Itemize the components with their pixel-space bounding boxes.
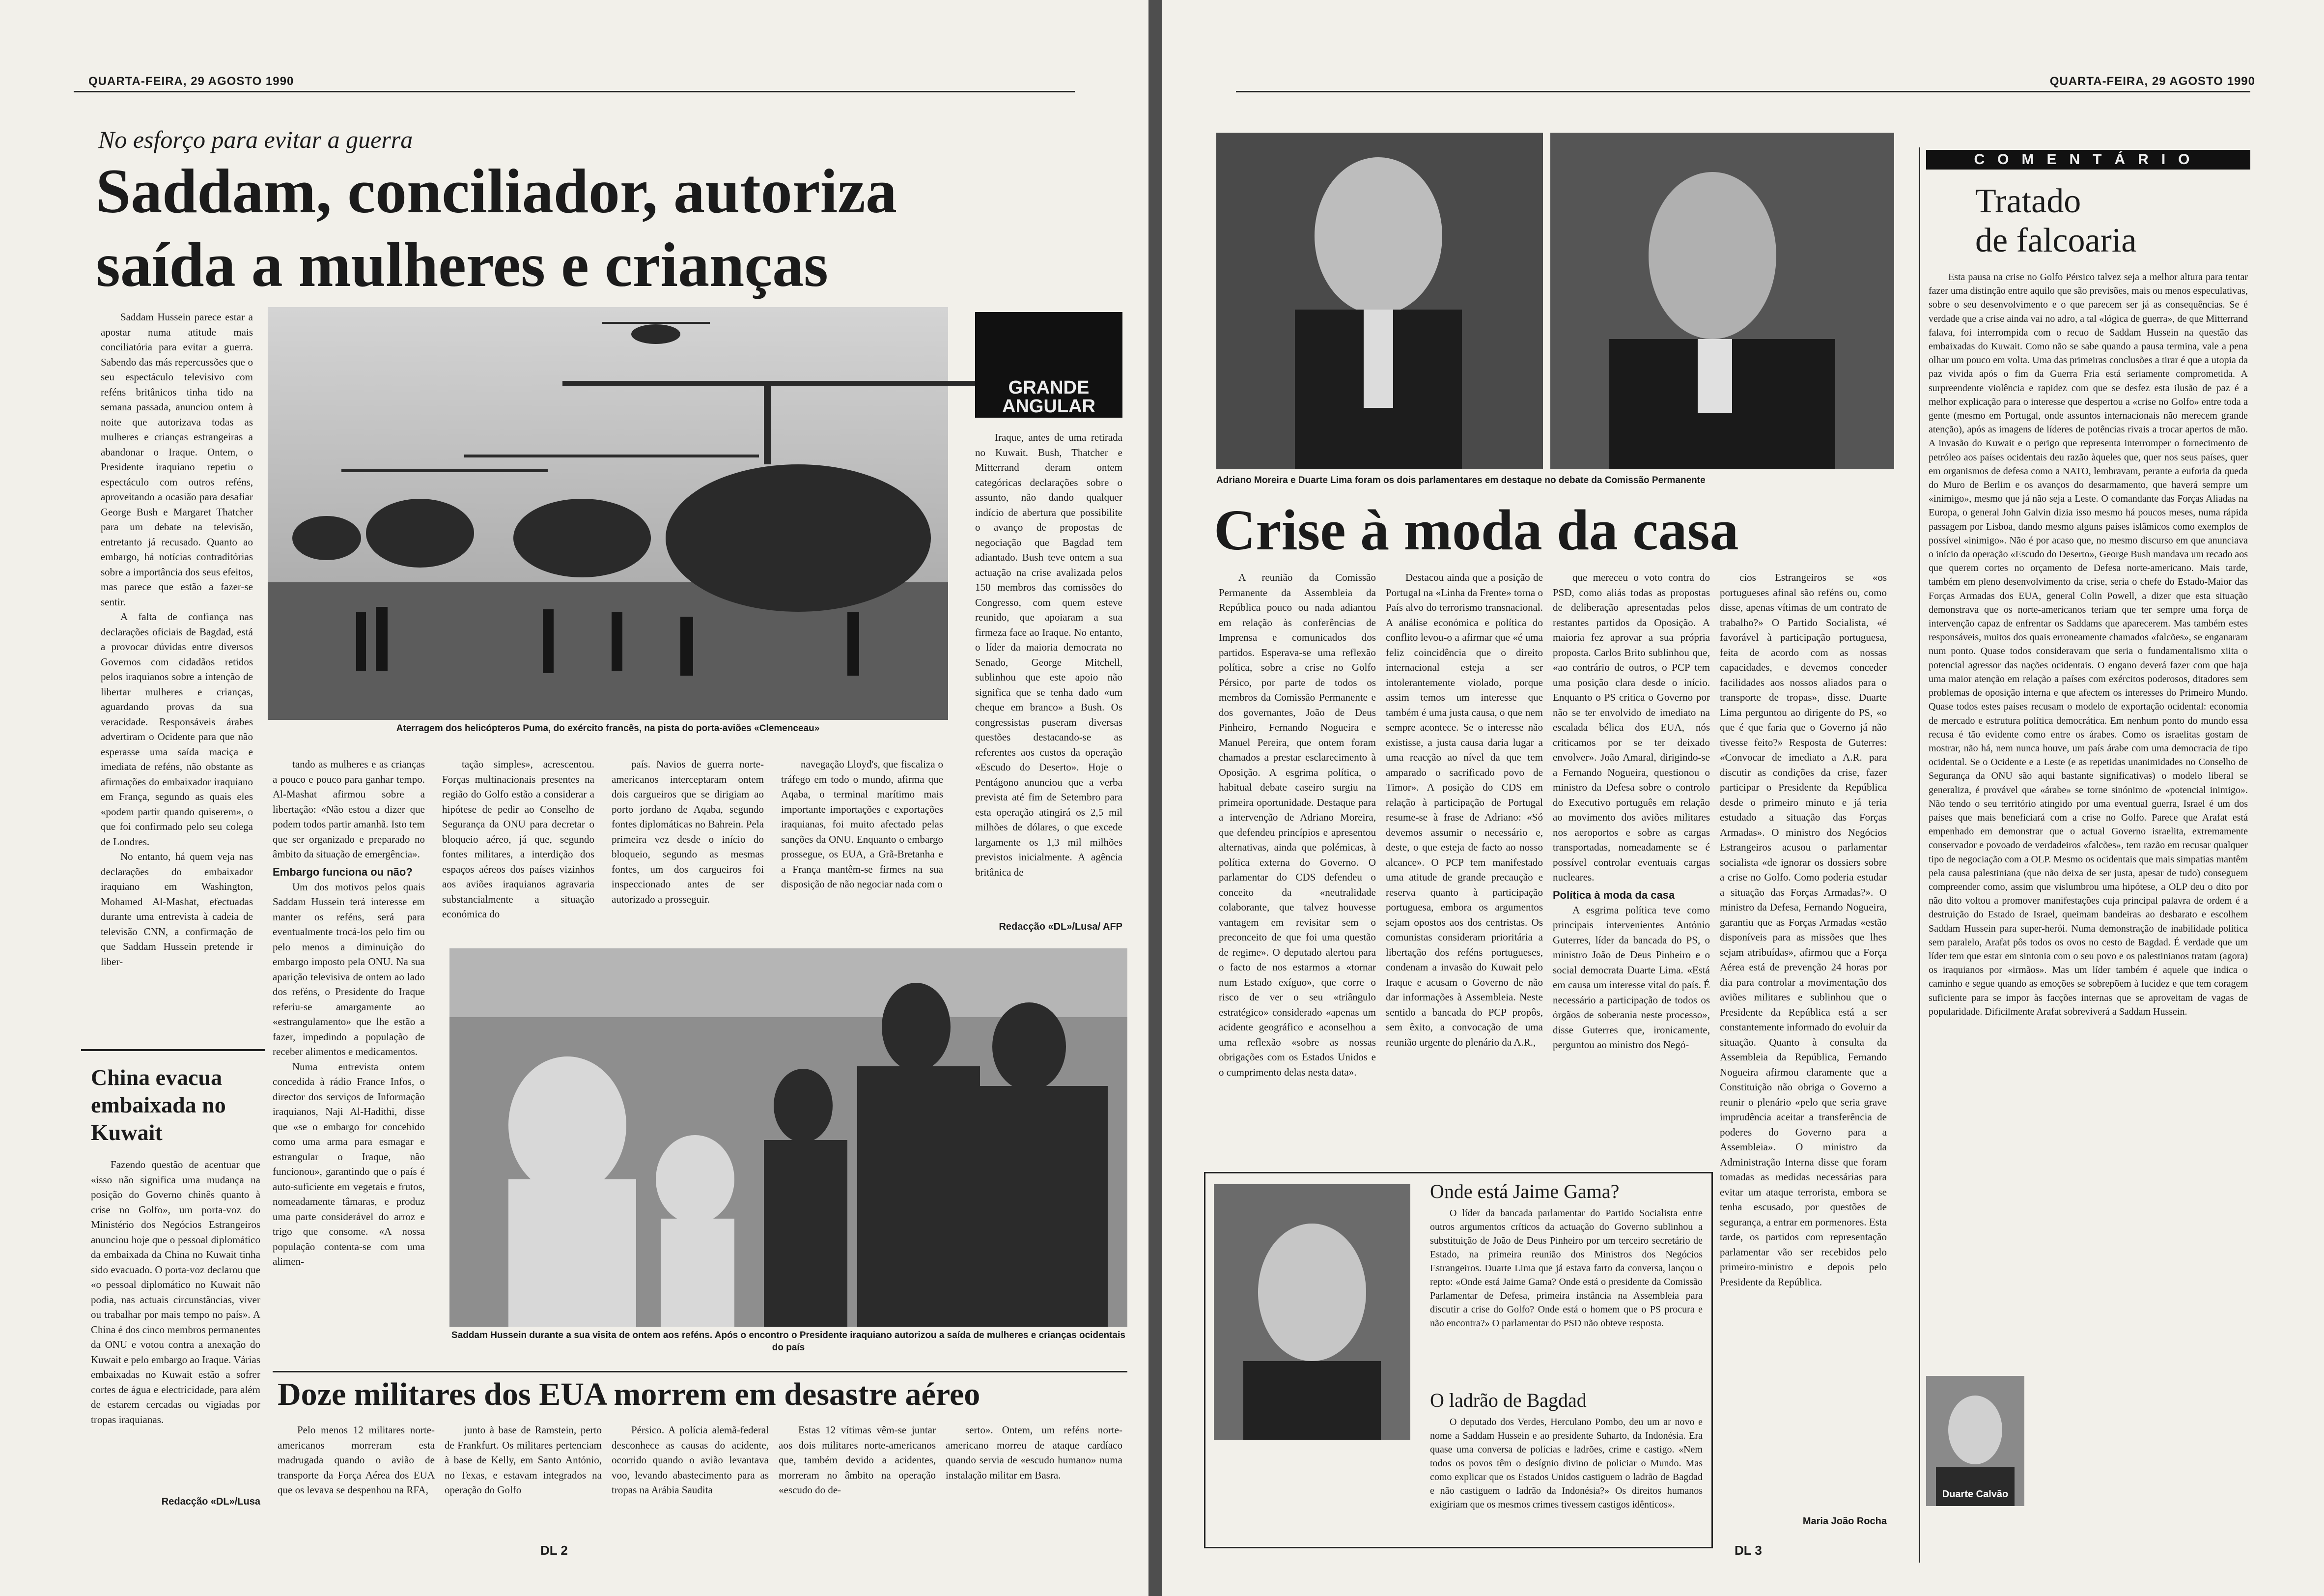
main-col1-p1: Saddam Hussein parece estar a apostar numa atitude mais conciliatória para evitar a guerra. Sabendo das más repercussões que o seu espectáculo televisivo com reféns britânicos tinha tido na semana passada, anunciou ontem à noite que autorizava todas as mulheres e crianças estrangeiras a abandonar o Iraque. Ontem, o Presidente iraquiano repetiu o espectáculo com outros reféns, aproveitando a ocasião para desafiar George Bush e Margaret Thatcher para um debate na televisão, entretanto já recusado. Quanto ao embargo, há notícias contraditórias sobre a importância dos seus efeitos, mas parece que estão a fazer-se sentir. [101,311,253,608]
crise-col-3 [1553,570,1710,1155]
crash-col2-text: junto à base de Ramstein, perto de Frankfurt. Os militares pertenciam à base de Kelly, em Santo António, no Texas, e estavam integrados na operação do Golfo [445,1424,602,1496]
jaime-gama-photo [1214,1184,1410,1440]
crise-col4-text: cios Estrangeiros se «os portugueses afinal são reféns ou, como disse, apenas vítimas de um contrato de trabalho?» O Partido Socialista, «é favorável à participação portuguesa, feita de acordo com as nossas capacidades, e devemos conceder facilidades aos nossos aliados para o transporte de tropas», disse. Duarte Lima perguntou ao dirigente do PS, «o que é que faria que o Governo já não tivesse feito?» Resposta de Guterres: «Convocar de imediato a A.R. para discutir as condições da crise, fazer participar o Presidente da República desde o primeiro minuto e já teria estudado a situação das Forças Armadas». O ministro dos Negócios Estrangeiros acusou o parlamentar socialista «de ignorar os dossiers sobre a crise no Golfo. Como poderia estudar a situação das Forças Armadas?». O ministro da Defesa, Fernando Nogueira, garantiu que as Forças Armadas «estão disponíveis para as missões que lhes sejam atribuídas», afirmou que a Força Aérea está de prevenção 24 horas por dia para controlar a movimentação dos aviões militares e sublinhou que o Presidente da República está a ser constantemente informado do evoluir da situação. Quanto à consulta da Assembleia da República, Fernando Nogueira afirmou claramente que a Constituição não obriga o Governo a reunir o plenário «pelo que seria grave imprudência aceitar a transferência de poderes do Governo para a Assembleia». O ministro da Administração Interna disse que foram tomadas as medidas necessárias para evitar um ataque terrorista, embora se tenha escusado, por questões de segurança, a entrar em pormenores. Esta tarde, os partidos com representação parlamentar vão ser recebidos pelo primeiro-ministro e depois pelo Presidente da República. [1720,571,1887,1288]
crise-col3-text: que mereceu o voto contra do PSD, como aliás todas as propostas de deliberação apresentadas pelos restantes partidos da Oposição. A maioria fez aprovar a sua própria proposta. Carlos Brito sublinhou que, «ao contrário de outros, o PCP tem uma posição clara desde o início. Enquanto o PS critica o Governo por não se ter envolvido de imediato na escalada bélica dos EUA, nós criticamos por se ter deixado envolver». João Amaral, dirigindo-se a Fernando Nogueira, questionou o ministro da Defesa sobre o controlo do Executivo português em relação ao movimento dos aviões militares nos aeroportos e sobre as cargas transportadas, nomeadamente se é possível controlar eventuais cargas nucleares. [1553,571,1710,883]
main-col2-p3: Numa entrevista ontem concedida à rádio France Infos, o director dos serviços de Informação iraquianos, Naji Al-Hadithi, disse que «se o embargo for concebido como uma arma para esmagar e estrangular o Iraque, não funcionou», garantindo que o país é auto-suficiente em vegetais e frutos, nomeadamente tâmaras, e produz uma parte considerável do arroz e trigo que consome. «A nossa população contenta-se com uma alimen- [273,1060,425,1267]
helicopter-photo-caption: Aterragem dos helicópteros Puma, do exército francês, na pista do porta-aviões «Clemenceau» [396,723,820,734]
embargo-subhead: Embargo funciona ou não? [273,865,413,878]
left-date: QUARTA-FEIRA, 29 AGOSTO 1990 [88,75,294,88]
author-name: Duarte Calvão [1942,1489,2009,1500]
main-col1-p2: A falta de confiança nas declarações oficiais de Bagdad, está a provocar dúvidas entre diversos Governos com cidadãos retidos pelos iraquianos sobre a intenção de libertar mulheres e crianças, aguardando provas da sua veracidade. Responsáveis árabes advertiram o Ocidente para que não esperasse uma saída maciça e imediata de reféns, não obstante as afirmações do embaixador iraquiano em França, segundo as quais eles «podem partir quando quiserem», o que foi confirmado pelo seu colega de Londres. [101,611,253,848]
gama-body [1430,1206,1703,1383]
china-credit: Redacção «DL»/Lusa [161,1496,260,1507]
saddam-photo-caption: Saddam Hussein durante a sua visita de ontem aos reféns. Após o encontro o Presidente iraquiano autorizou a saída de mulheres e crianças ocidentais do país [451,1330,1125,1353]
crash-col-1 [278,1423,435,1536]
adriano-moreira-photo [1216,133,1543,469]
crise-col3-p2: A esgrima política teve como principais intervenientes António Guterres, líder da bancada do PS, o ministro João de Deus Pinheiro e o social democrata Duarte Lima. «Está em causa um interesse vital do país. É necessário a participação de todos os órgãos de soberania neste processo», disse Guterres que, ironicamente, perguntou ao ministro dos Negó- [1553,904,1710,1051]
gama-title: Onde está Jaime Gama? [1430,1180,1620,1202]
crash-col-3 [612,1423,769,1536]
saddam-photo [449,948,1127,1327]
main-col2-p2: Um dos motivos pelos quais Saddam Hussein terá interesse em manter os reféns, será para eventualmente trocá-los pelo fim ou pelo menos a diminuição do embargo imposto pela ONU. Na sua aparição televisiva de ontem ao lado dos reféns, o Presidente do Iraque referiu-se amargamente ao «estrangulamento» que lhe estão a fazer, impedindo a população de receber alimentos e medicamentos. [273,881,425,1057]
crash-col5-text: serto». Ontem, um reféns norte-americano morreu de ataque cardíaco quando servia de «escudo humano» numa instalação militar em Basra. [946,1424,1122,1481]
crash-title: Doze militares dos EUA morrem em desastre aéreo [278,1376,980,1412]
right-page [1162,0,2324,1596]
main-col2-p1: tando as mulheres e as crianças a pouco e pouco para ganhar tempo. Al-Mashat afirmou sobre a libertação: «Não estou a dizer que podem todos partir amanhã. Isto tem que ser organizado e preparado no âmbito da situação de emergência». [273,758,425,860]
top-photo-caption: Adriano Moreira e Duarte Lima foram os dois parlamentares em destaque no debate da Comissão Permanente [1216,475,1706,485]
main-col3-text: tação simples», acrescentou. Forças multinacionais presentes na região do Golfo estão a considerar a hipótese de pedir ao Conselho de Segurança da ONU para decretar o bloqueio aéreo, já que, segundo fontes militares, a interdição dos espaços aéreos dos países vizinhos aos aviões iraquianos agravaria substancialmente a situação económica do [442,758,594,920]
bagdad-body [1430,1415,1703,1538]
main-col-6 [975,430,1122,921]
comment-title-line1: Tratado [1975,182,2081,220]
author-photo [1926,1376,2024,1506]
left-header-rule [74,91,1075,92]
author-illustration [1926,1376,2024,1506]
crise-col2-text: Destacou ainda que a posição de Portugal na «Linha da Frente» torna o País alvo do terrorismo transnacional. A análise económica e política do conflito levou-o a afirmar que «é uma feliz coincidência que o direito internacional esteja a ser intolerantemente violado, porque assim temos um interesse que também é uma justa causa, o que nem sempre acontece. Se o interesse não existisse, a justa causa daria lugar a uma reacção ao nível da que tem amparado o sacrificado povo de Timor». A posição do CDS em relação à participação de Portugal resume-se à frase de Adriano: «Só devemos assumir o necessário e, deste, o que esteja de facto ao nosso alcance». O PCP tem manifestado uma atitude de grande precaução e reserva quanto à participação portuguesa, embora os argumentos sejam opostos aos dos centristas. Os comunistas consideram prioritária a libertação dos reféns portugueses, condenam a invasão do Kuwait pelo Iraque e acusam o Governo de não dar informações à Assembleia. Neste sentido a bancada do PCP propôs, sem êxito, a convocação de uma reunião urgente do plenário da A.R., [1386,571,1543,1048]
bagdad-text: O deputado dos Verdes, Herculano Pombo, deu um ar novo e nome a Saddam Hussein e ao presidente Suharto, da Indonésia. Era quase uma conversa de polícias e ladrões, crime e castigo. «Nem todos os povos têm o desígnio divino de policiar o Mundo. Mas como explicar que os Estados Unidos castiguem o ladrão de Bagdad e não castiguem o ladrão da Indonésia?» Os direitos humanos exigiriam que os mesmos crimes tivessem castigos idênticos». [1430,1417,1703,1510]
main-col1-p3: No entanto, há quem veja nas declarações do embaixador iraquiano em Washington, Mohamed Al-Mashat, efectuadas durante uma entrevista à cadeia de televisão CNN, a confirmação de que Saddam Hussein pretende ir liber- [101,851,253,968]
crise-credit: Maria João Rocha [1802,1516,1887,1527]
left-folio: DL 2 [540,1543,568,1558]
main-col-5 [781,757,943,939]
main-col-3 [442,757,594,939]
main-col4-text: país. Navios de guerra norte-americanos interceptaram ontem dois cargueiros que se dirigiam ao porto jordano de Aqaba, segundo fontes diplomáticas no Bahrein. Pela primeira vez desde o início do bloqueio, segundo as mesmas fontes, um dos cargueiros foi inspeccionado antes de ser autorizado a prosseguir. [612,758,764,905]
crash-rule [273,1371,1127,1372]
china-body [91,1157,260,1491]
crash-col-4 [779,1423,936,1536]
main-col-2 [273,757,425,1267]
right-headline: Crise à moda da casa [1214,498,1739,562]
left-page [0,0,1148,1596]
duarte-lima-illustration [1550,133,1894,469]
comment-text: Esta pausa na crise no Golfo Pérsico talvez seja a melhor altura para tentar fazer uma distinção entre aquilo que são previsões, mais ou menos especulativas, sobre o seu desenvolvimento e o que parecem ser já as consequências. Se é verdade que a crise ainda vai no adro, a tal «lógica de guerra», de que Mitterrand falava, foi interrompida com o recuo de Saddam Hussein na questão das embaixadas do Kuwait. Como não se sabe quando a pausa termina, vale a pena olhar um pouco em volta. Uma das primeiras conclusões a tirar é que a utopia da paz vivida após o fim da Guerra Fria está seriamente comprometida. A surpreendente violência e rapidez com que se desfez esta ilusão de paz é a melhor explicação para o interesse que despertou a «crise no Golfo» entre toda a gente (mesmo em Portugal, onde assuntos internacionais não merecem grande atenção), após as imagens de líderes de potências rivais a trocar apertos de mão. A invasão do Kuwait e o perigo que representa interromper o fornecimento de petróleo aos países ocidentais deu razão àqueles que, quer nos seus países, quer em organismos de defesa como a NATO, lembravam, perante a euforia da queda do Muro de Berlim e os avanços do desarmamento, que haverá sempre um «inimigo», mesmo que já não seja a Leste. O comandante das Forças Aliadas na Europa, o general John Galvin dizia isso mesmo há poucos meses, numa rápida passagem por Lisboa, dando mesmo alguns países islâmicos como exemplos de possível «inimigo». Não é por acaso que, no mesmo discurso em que anunciava o início da operação «Escudo do Deserto», George Bush mandava um recado aos que querem cortes no orçamento de Defesa norte-americano. Mais tarde, também em pleno desenvolvimento da crise, seria o chefe do Estado-Maior das Forças Armadas dos EUA, general Colin Powell, a dizer que esta situação demonstrava que os norte-americanos teriam que ter sempre uma força de intervenção capaz de enfrentar os Saddams que aparecerem. Mas também estes responsáveis, muitos dos quais erroneamente chamados «falcões», se enganaram num ponto. Quase todos consideravam que seria o fundamentalismo xiita o potencial agressor das nações ocidentais. O engano deverá fazer com que haja uma maior atenção em relação a países com exércitos poderosos, ditadores sem problemas de oposição interna e que afectem os interesses do Primeiro Mundo. Quase todos estes países recusam o modelo de exportação ocidental: economia de mercado e estrutura política democrática. Em nenhum ponto do mundo essa recusa é tão evidente como entre os árabes. Como os israelitas gostam de mostrar, não há, nem nunca houve, um país árabe com uma democracia de tipo ocidental. Se o Ocidente e a Leste (e as repetidas unanimidades no Conselho de Segurança da ONU são aqui bastante significativas) o modelo liberal se generaliza, é provável que «árabe» se torne sinónimo de «potencial inimigo». Não tendo o seu território atingido por uma eventual guerra, Israel é um dos países que mais beneficiará com a crise no Golfo. Parece que Arafat está empenhado em demonstrar que o actual Governo israelita, extremamente conservador e povoado de verdadeiros «falcões», tem razão em recusar qualquer tipo de negociação com a OLP. Mesmo os ocidentais que mais simpatias mantêm pela causa palestiniana (que não deixa de ser justa, apesar de tudo) conseguem compreender como, assim que vislumbrou uma hipótese, a OLP deu o dito por não dito voltou a promover manifestações cuja principal palavra de ordem é a destruição do Estado de Israel, queimam bandeiras ao desbarato e escolhem Saddam Hussein para super-herói. Numa demonstração de inabilidade política sem paralelo, Arafat pôs todos os ovos no cesto de Bagdad. É verdade que um líder tem que estar em sintonia com o seu povo e os palestinianos tratam (agora) os iraquianos por «irmãos». Mas um líder também é aquele que indica o caminho e segue quando as emoções se sobrepõem à lucidez e que tem coragem suficiente para se impor às facções internas que se aproveitam de vagas de popularidade. Dificilmente Arafat sobreviverá a Saddam Hussein. [1929,272,2248,1017]
china-title: China evacua embaixada no Kuwait [91,1065,226,1145]
main-col5-text: navegação Lloyd's, que fiscaliza o tráfego em todo o mundo, afirma que Aqaba, o terminal marítimo mais importante importações e exportações iraquianas, foi muito afectado pelas sanções da ONU. Enquanto o embargo prossegue, os EUA, a Grã-Bretanha e a França mantêm-se firmes na sua disposição de não negociar nada com o [781,758,943,890]
crash-col3-text: Pérsico. A polícia alemã-federal desconhece as causas do acidente, ocorrido quando o avião levantava voo, levando abastecimento para as tropas na Arábia Saudita [612,1424,769,1496]
adriano-illustration [1216,133,1543,469]
crise-col1-text: A reunião da Comissão Permanente da Assembleia da República pouco ou nada adiantou em relação às conferências de Imprensa e comunicados dos partidos. Esperava-se uma reflexão política, sobre a crise no Golfo Pérsico, por parte de todos os membros da Comissão Permanente e dos governantes, João de Deus Pinheiro, Fernando Nogueira e Manuel Pereira, que ontem foram chamados a prestar esclarecimento à Oposição. A esgrima política, o habitual debate caseiro surgiu na primeira oportunidade. Destaque para a intervenção de Adriano Moreira, que defendeu princípios e apresentou alternativas, ainda que polémicas, à política externa do Governo. O parlamentar do CDS defendeu o conceito da «neutralidade colaborante, que talvez houvesse vantagem em revisitar sem o preconceito de que foi uma questão de regime». O deputado alertou para o facto de nos estarmos a «tornar num Estado exíguo», que corre o risco de ver o seu «triângulo estratégico» considerado «apenas um acidente geográfico e aconselhou a uma reflexão «sobre as nossas obrigações com os Estados Unidos e o cumprimento delas nesta data». [1219,571,1376,1078]
helicopter-illustration [268,307,948,720]
gama-text: O líder da bancada parlamentar do Partido Socialista entre outros argumentos críticos da actuação do Governo sublinhou a substituição de João de Deus Pinheiro por um terceiro secretário de Estado, na primeira reunião dos Ministros dos Negócios Estrangeiros. Duarte Lima que já estava farto da conversa, lançou o repto: «Onde está Jaime Gama? Onde está o presidente da Comissão Parlamentar de Defesa, primeira instância na Assembleia para discutir a crise do Golfo? Onde está o homem que o PS procura e não encontra?» O parlamentar do PSD não obteve resposta. [1430,1208,1703,1329]
right-header-rule [1236,91,2250,92]
comment-body [1929,270,2248,1366]
main-credit: Redacção «DL»/Lusa/ AFP [999,921,1122,932]
jaime-gama-illustration [1214,1184,1410,1440]
china-text: Fazendo questão de acentuar que «isso não significa uma mudança na posição do Governo chinês quanto à crise no Golfo», um porta-voz do Ministério dos Negócios Estrangeiros anunciou hoje que o pessoal diplomático da embaixada da China no Kuwait tinha sido evacuado. O porta-voz declarou que «o pessoal diplomático no Kuwait não podia, nas actuais circunstâncias, viver ou trabalhar por mais tempo no país». A China é dos cinco membros permanentes da ONU e votou contra a anexação do Kuwait e pelo embargo ao Iraque. Várias embaixadas no Kuwait estão a sofrer cortes de água e electricidade, para além de estarem cercadas ou vigiadas por tropas iraquianas. [91,1159,261,1425]
main-col-1 [101,310,253,1032]
left-headline-line2: saída a mulheres e crianças [96,230,828,300]
crash-col-5 [946,1423,1122,1536]
bagdad-title: O ladrão de Bagdad [1430,1389,1587,1411]
right-date: QUARTA-FEIRA, 29 AGOSTO 1990 [2049,75,2255,88]
crash-col1-text: Pelo menos 12 militares norte-americanos morreram esta madrugada quando o avião de transporte da Força Aérea dos EUA que os levava se despenhou na RFA, [278,1424,435,1496]
main-col-4 [612,757,764,939]
main-col6-text: Iraque, antes de uma retirada no Kuwait. Bush, Thatcher e Mitterrand deram ontem categóricas declarações sobre o assunto, não dando qualquer indício de abertura que possibilite o avanço de propostas de negociação que Bagdad tem adiantado. Bush teve ontem a sua actuação na crise avalizada pelos 150 membros das comissões do Congresso, com quem esteve reunido, que apoiaram a sua firmeza face ao Iraque. No entanto, o líder da maioria democrata no Senado, George Mitchell, sublinhou que este apoio não significa que se tenha dado «um cheque em branco» a Bush. Os congressistas puseram diversas questões destacando-se as referentes aos custos da operação «Escudo do Deserto». Hoje o Pentágono anunciou que a verba prevista até fim de Setembro para esta operação atingirá os 2,5 mil milhões de dólares, o que excede largamente os 1,3 mil milhões previstos inicialmente. A agência britânica de [975,431,1122,878]
politica-subhead: Política à moda da casa [1553,888,1675,901]
section-label: GRANDE ANGULAR [1002,377,1095,417]
crise-col-1 [1219,570,1376,1155]
section-label-box [975,312,1122,418]
left-headline-line1: Saddam, conciliador, autoriza [96,156,897,226]
comment-title-line2: de falcoaria [1975,222,2137,259]
crise-col-4 [1720,570,1887,1504]
duarte-lima-photo [1550,133,1894,469]
crise-col-2 [1386,570,1543,1155]
helicopter-photo [268,307,948,720]
comment-label: COMENTÁRIO [1926,150,2250,170]
crash-col-2 [445,1423,602,1536]
crash-col4-text: Estas 12 vítimas vêm-se juntar aos dois militares norte-americanos que, também devido a acidentes, morreram no âmbito na operação «escudo do de- [779,1424,936,1496]
saddam-illustration [449,948,1127,1327]
right-folio: DL 3 [1735,1543,1762,1558]
left-kicker: No esforço para evitar a guerra [98,126,413,153]
